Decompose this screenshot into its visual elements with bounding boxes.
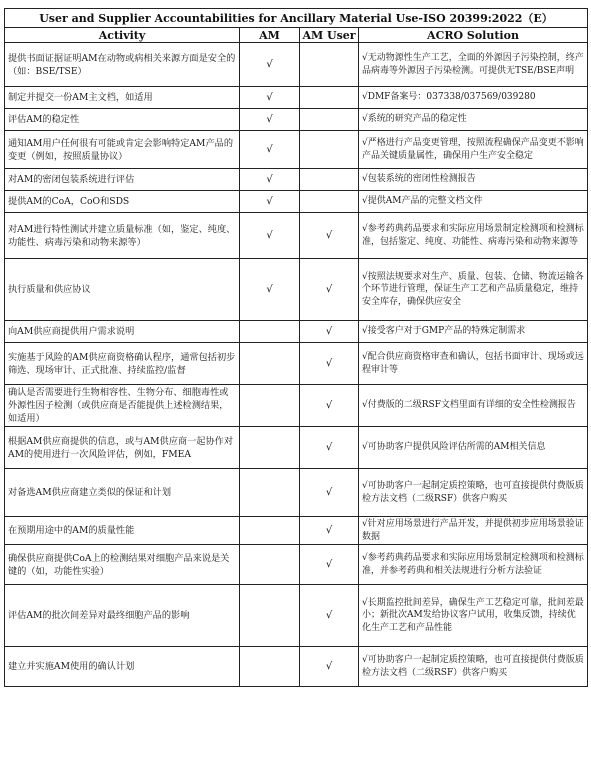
- am-user-check-cell: √: [300, 427, 359, 469]
- am-user-check-cell: √: [300, 343, 359, 385]
- header-am: AM: [240, 28, 300, 43]
- activity-cell: 制定并提交一份AM主文档，如适用: [5, 87, 240, 109]
- acro-solution-cell: √系统的研究产品的稳定性: [359, 109, 588, 131]
- am-user-check-cell: √: [300, 469, 359, 517]
- table-row: [5, 321, 588, 343]
- table-row: [5, 585, 588, 647]
- acro-solution-cell: √按照法规要求对生产、质量、包装、仓储、物流运输各个环节进行管理，保证生产工艺和产品质量稳定，维持安全库存，确保供应安全: [359, 259, 588, 321]
- table-row: [5, 517, 588, 545]
- acro-solution-cell: √可协助客户一起制定质控策略，也可直接提供付费版质检方法文档（二级RSF）供客户购买: [359, 647, 588, 687]
- am-check-cell: [240, 585, 300, 647]
- table-row: [5, 385, 588, 427]
- am-check-cell: √: [240, 43, 300, 87]
- table-row: [5, 169, 588, 191]
- activity-cell: 建立并实施AM使用的确认计划: [5, 647, 240, 687]
- activity-cell: 向AM供应商提供用户需求说明: [5, 321, 240, 343]
- acro-solution-cell: √提供AM产品的完整文档文件: [359, 191, 588, 213]
- table-row: [5, 469, 588, 517]
- acro-solution-cell: √配合供应商资格审查和确认，包括书面审计、现场或远程审计等: [359, 343, 588, 385]
- activity-cell: 在预期用途中的AM的质量性能: [5, 517, 240, 545]
- am-user-check-cell: √: [300, 545, 359, 585]
- acro-solution-cell: √参考药典药品要求和实际应用场景制定检测项和检测标准，并参考药典和相关法规进行分析方法验证: [359, 545, 588, 585]
- am-check-cell: [240, 385, 300, 427]
- am-user-check-cell: [300, 109, 359, 131]
- activity-cell: 对备选AM供应商建立类似的保证和计划: [5, 469, 240, 517]
- table-row: [5, 213, 588, 259]
- am-check-cell: √: [240, 109, 300, 131]
- activity-cell: 提供AM的CoA，CoO和SDS: [5, 191, 240, 213]
- am-user-check-cell: √: [300, 585, 359, 647]
- table-row: [5, 427, 588, 469]
- am-check-cell: √: [240, 191, 300, 213]
- activity-cell: 确认是否需要进行生物相容性、生物分布、细胞毒性或外源性因子检测（或供应商是否能提供上述检测结果，如适用）: [5, 385, 240, 427]
- am-check-cell: [240, 427, 300, 469]
- acro-solution-cell: √可协助客户一起制定质控策略，也可直接提供付费版质检方法文档（二级RSF）供客户购买: [359, 469, 588, 517]
- table-title: User and Supplier Accountabilities for Ancillary Material Use-ISO 20399:2022（E）: [5, 9, 588, 28]
- activity-cell: 执行质量和供应协议: [5, 259, 240, 321]
- activity-cell: 确保供应商提供CoA上的检测结果对细胞产品来说是关键的（如，功能性实验）: [5, 545, 240, 585]
- am-check-cell: √: [240, 259, 300, 321]
- am-user-check-cell: √: [300, 259, 359, 321]
- am-check-cell: √: [240, 169, 300, 191]
- acro-solution-cell: √包装系统的密闭性检测报告: [359, 169, 588, 191]
- header-acro-solution: ACRO Solution: [359, 28, 588, 43]
- table-row: [5, 647, 588, 687]
- header-activity: Activity: [5, 28, 240, 43]
- table-row: [5, 131, 588, 169]
- am-user-check-cell: √: [300, 213, 359, 259]
- am-check-cell: [240, 343, 300, 385]
- table-row: [5, 259, 588, 321]
- am-check-cell: [240, 517, 300, 545]
- acro-solution-cell: √可协助客户提供风险评估所需的AM相关信息: [359, 427, 588, 469]
- acro-solution-cell: √针对应用场景进行产品开发，并提供初步应用场景验证数据: [359, 517, 588, 545]
- table-title-row: [5, 9, 588, 28]
- am-user-check-cell: [300, 87, 359, 109]
- header-am-user: AM User: [300, 28, 359, 43]
- activity-cell: 根据AM供应商提供的信息，或与AM供应商一起协作对AM的使用进行一次风险评估，例如，FMEA: [5, 427, 240, 469]
- table-header-row: [5, 28, 588, 43]
- table-row: [5, 109, 588, 131]
- activity-cell: 通知AM用户任何很有可能或肯定会影响特定AM产品的变更（例如，按照质量协议）: [5, 131, 240, 169]
- acro-solution-cell: √无动物源性生产工艺，全面的外源因子污染控制，终产品病毒等外源因子污染检测。可提供无TSE/BSE声明: [359, 43, 588, 87]
- am-user-check-cell: √: [300, 321, 359, 343]
- am-user-check-cell: [300, 131, 359, 169]
- am-check-cell: [240, 647, 300, 687]
- table-row: [5, 191, 588, 213]
- am-user-check-cell: [300, 191, 359, 213]
- activity-cell: 评估AM的稳定性: [5, 109, 240, 131]
- am-check-cell: √: [240, 87, 300, 109]
- acro-solution-cell: √严格进行产品变更管理，按照流程确保产品变更不影响产品关键质量属性，确保用户生产安全稳定: [359, 131, 588, 169]
- activity-cell: 对AM进行特性测试并建立质量标准（如，鉴定、纯度、功能性、病毒污染和动物来源等）: [5, 213, 240, 259]
- acro-solution-cell: √参考药典药品要求和实际应用场景制定检测项和检测标准，包括鉴定、纯度、功能性、病毒污染和动物来源等: [359, 213, 588, 259]
- table-row: [5, 343, 588, 385]
- activity-cell: 提供书面证据证明AM在动物或病相关来源方面是安全的（如：BSE/TSE）: [5, 43, 240, 87]
- am-user-check-cell: √: [300, 385, 359, 427]
- activity-cell: 对AM的密闭包装系统进行评估: [5, 169, 240, 191]
- am-user-check-cell: √: [300, 517, 359, 545]
- accountability-table: [4, 8, 588, 687]
- am-user-check-cell: [300, 169, 359, 191]
- am-user-check-cell: [300, 43, 359, 87]
- am-user-check-cell: √: [300, 647, 359, 687]
- table-row: [5, 87, 588, 109]
- am-check-cell: √: [240, 131, 300, 169]
- am-check-cell: [240, 321, 300, 343]
- activity-cell: 实施基于风险的AM供应商资格确认程序，通常包括初步筛选、现场审计、正式批准、持续监控/监督: [5, 343, 240, 385]
- acro-solution-cell: √长期监控批间差异，确保生产工艺稳定可靠，批间差最小；新批次AM发给协议客户试用，收集反馈，持续优化生产工艺和产品性能: [359, 585, 588, 647]
- acro-solution-cell: √接受客户对于GMP产品的特殊定制需求: [359, 321, 588, 343]
- activity-cell: 评估AM的批次间差异对最终细胞产品的影响: [5, 585, 240, 647]
- table-row: [5, 43, 588, 87]
- acro-solution-cell: √付费版的二级RSF文档里面有详细的安全性检测报告: [359, 385, 588, 427]
- acro-solution-cell: √DMF备案号：037338/037569/039280: [359, 87, 588, 109]
- table-row: [5, 545, 588, 585]
- am-check-cell: [240, 469, 300, 517]
- am-check-cell: [240, 545, 300, 585]
- am-check-cell: √: [240, 213, 300, 259]
